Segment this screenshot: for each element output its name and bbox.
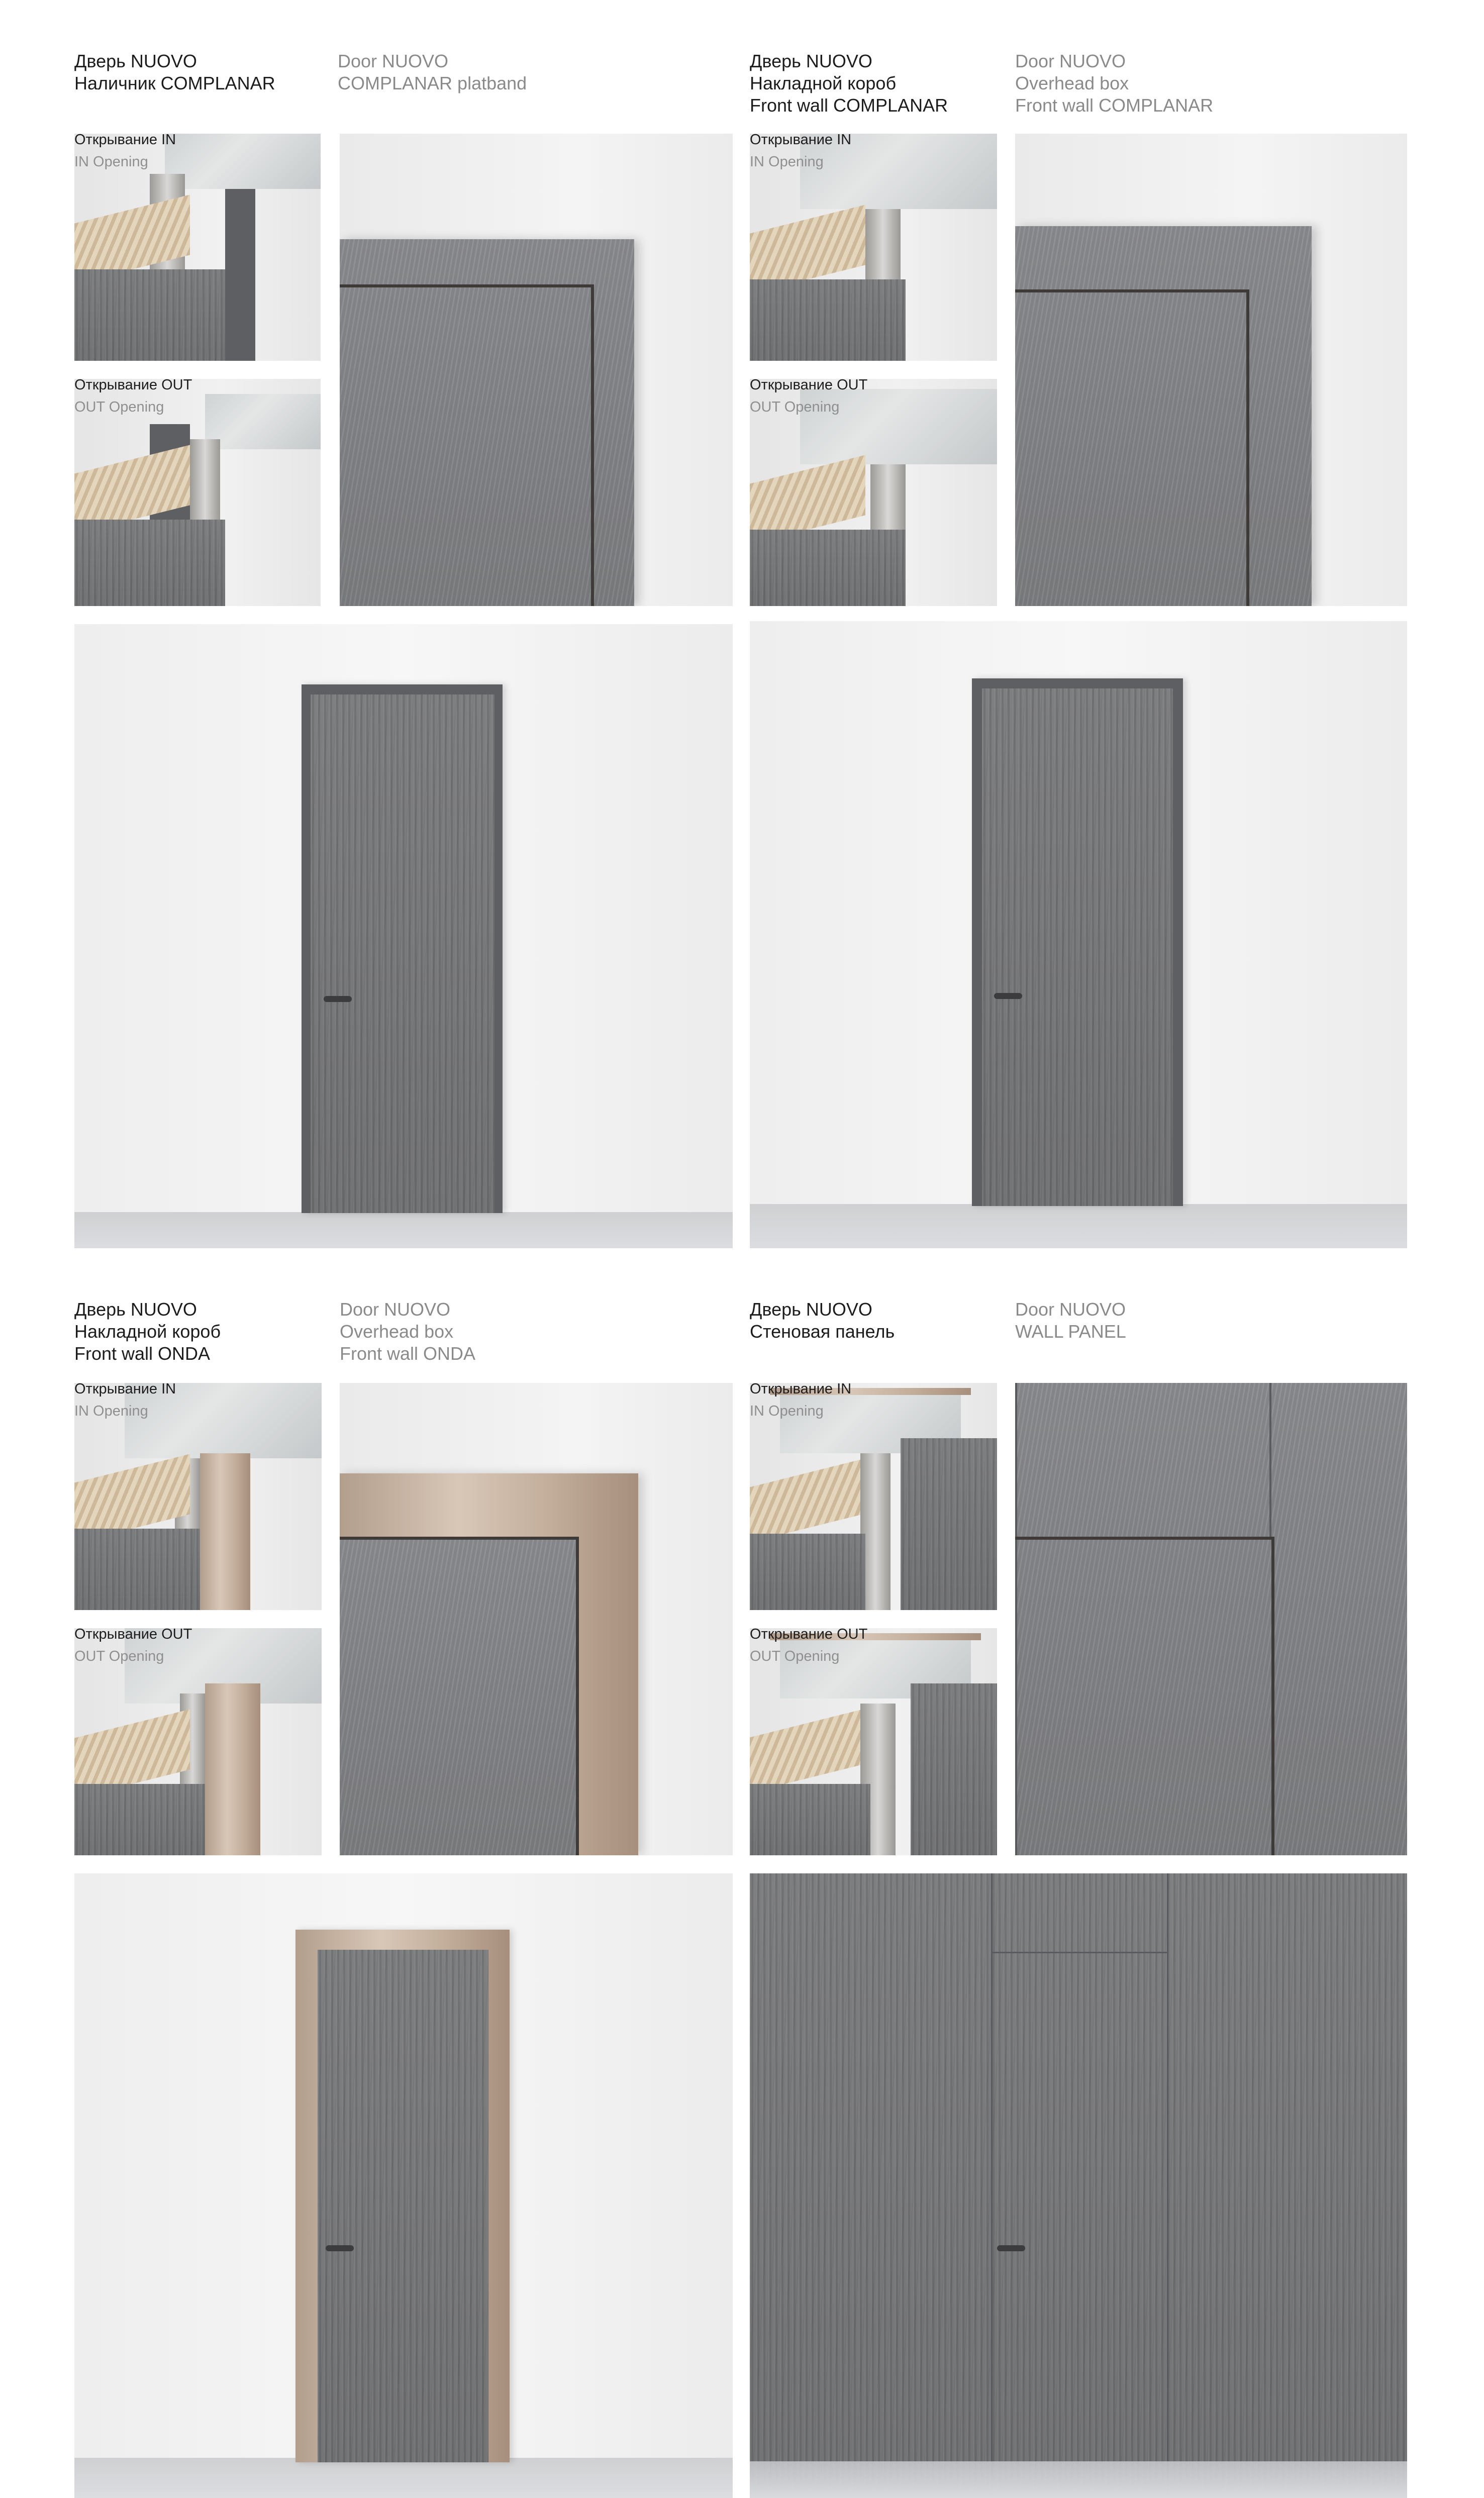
door-handle-icon bbox=[994, 993, 1022, 999]
block4-title-en: Door NUOVO WALL PANEL bbox=[1015, 1299, 1126, 1342]
block3-in-label-en: IN Opening bbox=[74, 1403, 148, 1419]
door-handle-icon bbox=[326, 2245, 354, 2251]
door-handle-icon bbox=[324, 996, 352, 1002]
door-handle-icon bbox=[997, 2245, 1025, 2251]
block1-in-label-en: IN Opening bbox=[74, 154, 148, 170]
block2-out-label-en: OUT Opening bbox=[750, 399, 840, 415]
block4-title-ru: Дверь NUOVO Стеновая панель bbox=[750, 1299, 895, 1342]
block2-in-label-en: IN Opening bbox=[750, 154, 824, 170]
block3-out-label-en: OUT Opening bbox=[74, 1648, 164, 1664]
block1-out-label-en: OUT Opening bbox=[74, 399, 164, 415]
block1-in-label-ru: Открывание IN bbox=[74, 132, 176, 148]
block2-in-label-ru: Открывание IN bbox=[750, 132, 852, 148]
block2-out-label-ru: Открывание OUT bbox=[750, 377, 868, 393]
block4-wall-panel-closeup bbox=[1015, 1383, 1407, 1855]
block4-wall-panel-full-view bbox=[750, 1873, 1407, 2498]
block1-title-en: Door NUOVO COMPLANAR platband bbox=[338, 51, 527, 93]
block3-in-label-ru: Открывание IN bbox=[74, 1381, 176, 1397]
block1-out-label-ru: Открывание OUT bbox=[74, 377, 192, 393]
block4-in-label-en: IN Opening bbox=[750, 1403, 824, 1419]
block1-door-closeup bbox=[340, 134, 733, 606]
block4-out-label-en: OUT Opening bbox=[750, 1648, 840, 1664]
block2-door-full-view bbox=[750, 621, 1407, 1248]
block3-title-en: Door NUOVO Overhead box Front wall ONDA bbox=[340, 1299, 476, 1364]
block3-door-full-view bbox=[74, 1873, 733, 2498]
block4-in-label-ru: Открывание IN bbox=[750, 1381, 852, 1397]
block2-door-closeup bbox=[1015, 134, 1407, 606]
block1-title-ru: Дверь NUOVO Наличник COMPLANAR bbox=[74, 51, 275, 93]
block3-door-closeup bbox=[340, 1383, 733, 1855]
block2-title-ru: Дверь NUOVO Накладной короб Front wall COMPLANAR bbox=[750, 51, 948, 116]
block3-title-ru: Дверь NUOVO Накладной короб Front wall ONDA bbox=[74, 1299, 221, 1364]
block1-door-full-view bbox=[74, 624, 733, 1248]
block3-out-label-ru: Открывание OUT bbox=[74, 1626, 192, 1642]
block4-out-label-ru: Открывание OUT bbox=[750, 1626, 868, 1642]
block2-title-en: Door NUOVO Overhead box Front wall COMPLANAR bbox=[1015, 51, 1214, 116]
